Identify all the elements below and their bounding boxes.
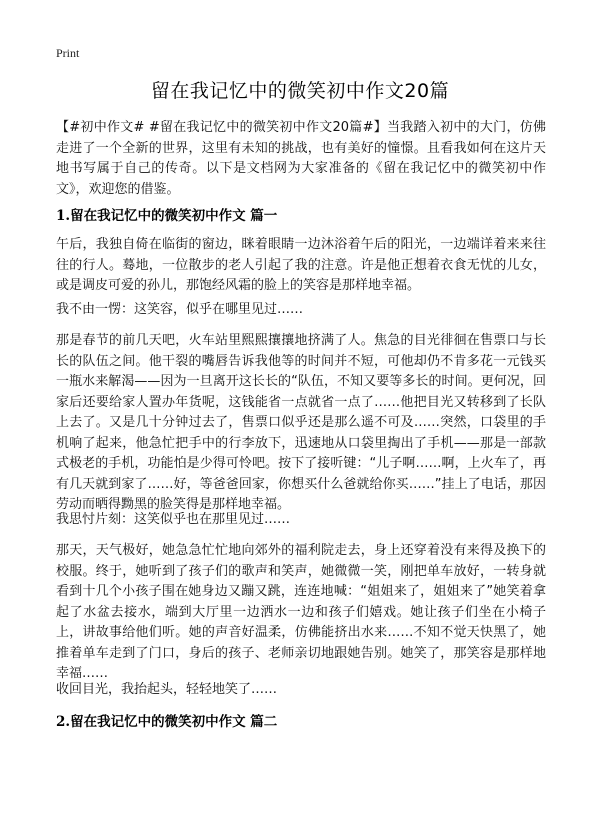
paragraph: 那天，天气极好，她急急忙忙地向郊外的福利院走去，身上还穿着没有来得及换下的校服。终于，她听到了孩子们的歌声和笑声，她微微一笑，刚把单车放好，一转身就看到十几个小孩子围在她身边又蹦又跳，连连地喊：“姐姐来了，姐姐来了”她笑着拿起了水盆去接水，端到大厅里一边洒水一边和孩子们嬉戏。她让孩子们坐在小椅子上，讲故事给他们听。她的声音好温柔，仿佛能挤出水来……不知不觉天快黑了，她推着单车走到了门口，身后的孩子、老师亲切地跟她告别。她笑了，那笑容是那样地幸福…… bbox=[56, 543, 546, 681]
paragraph: 午后，我独自倚在临街的窗边，眯着眼睛一边沐浴着午后的阳光，一边端详着来来往往的行人。蓦地，一位散步的老人引起了我的注意。许是他正想着衣食无忧的儿女，或是调皮可爱的孙儿，那饱经风霜的脸上的笑容是那样地幸福。 bbox=[56, 237, 546, 293]
print-label: Print bbox=[56, 46, 80, 60]
intro-paragraph: 【#初中作文# #留在我记忆中的微笑初中作文20篇#】当我踏入初中的大门，仿佛走进了一个全新的世界，这里有未知的挑战，也有美好的憧憬。且看我如何在这片天地书写属于自己的传奇。以下是文档网为大家准备的《留在我记忆中的微笑初中作文》，欢迎您的借鉴。 bbox=[56, 120, 546, 197]
paragraph: 那是春节的前几天吧，火车站里熙熙攘攘地挤满了人。焦急的目光徘徊在售票口与长长的队伍之间。他干裂的嘴唇告诉我他等的时间并不短，可他却仍不肯多花一元钱买一瓶水来解渴——因为一旦离开这长长的“队伍，不知又要等多长的时间。更何况，回家后还要给家人置办年货呢，这钱能省一点就省一点了……他把目光又转移到了长队上去了。又是几十分钟过去了，售票口似乎还是那么遥不可及……突然，口袋里的手机响了起来，他急忙把手中的行李放下，迅速地从口袋里掏出了手机——那是一部款式极老的手机，功能怕是少得可怜吧。按下了接听键：“儿子啊……啊，上火车了，再有几天就到家了……好，等爸爸回家，你想买什么爸就给你买……”挂上了电话，那因劳动而晒得黝黑的脸笑得是那样地幸福。 bbox=[56, 333, 546, 512]
paragraph: 我不由一愣：这笑容，似乎在哪里见过…… bbox=[56, 302, 304, 317]
document-title: 留在我记忆中的微笑初中作文20篇 bbox=[150, 80, 450, 102]
section-heading-1: 1.留在我记忆中的微笑初中作文 篇一 bbox=[56, 208, 278, 224]
section-heading-2: 2.留在我记忆中的微笑初中作文 篇二 bbox=[56, 714, 278, 730]
paragraph: 我思忖片刻：这笑似乎也在那里见过…… bbox=[56, 512, 291, 527]
paragraph: 收回目光，我抬起头，轻轻地笑了…… bbox=[56, 682, 278, 697]
